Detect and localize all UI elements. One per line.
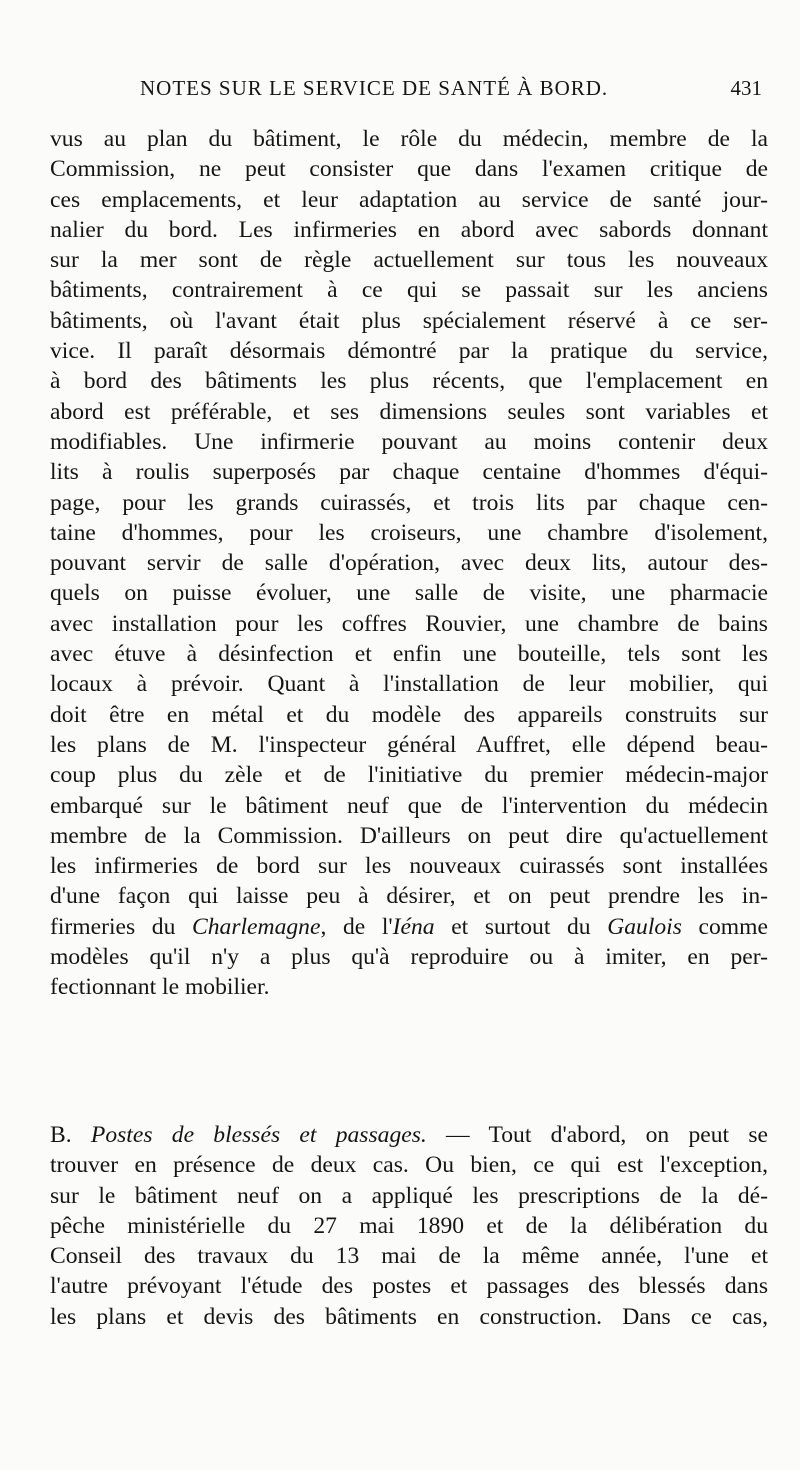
text-fragment: et surtout du [434, 913, 608, 940]
paragraph-infirmeries [50, 124, 768, 1003]
page-number: 431 [730, 76, 762, 100]
text-line: coup plus du zèle et de l'initiative du premier médecin-major [50, 762, 768, 789]
text-line: les plans et devis des bâtiments en construction. Dans ce cas, [50, 1303, 768, 1330]
text-line: bâtiments, où l'avant était plus spécialement réservé à ce ser- [50, 307, 768, 334]
text-fragment: comme [681, 913, 768, 940]
text-line: page, pour les grands cuirassés, et trois lits par chaque cen- [50, 489, 768, 516]
text-line: taine d'hommes, pour les croiseurs, une chambre d'isolement, [50, 519, 768, 546]
text-line: avec étuve à désinfection et enfin une bouteille, tels sont les [50, 641, 768, 668]
text-line: bâtiments, contrairement à ce qui se passait sur les anciens [50, 277, 768, 304]
text-line: Conseil des travaux du 13 mai de la même année, l'une et [50, 1243, 768, 1270]
text-line: modèles qu'il n'y a plus qu'à reproduire ou à imiter, en per- [50, 944, 768, 971]
text-line: abord est préférable, et ses dimensions seules sont variables et [50, 398, 768, 425]
ship-name-gaulois: Gaulois [607, 913, 682, 940]
text-line: d'une façon qui laisse peu à désirer, et on peut prendre les in- [50, 883, 768, 910]
text-line-last: fectionnant le mobilier. [50, 974, 270, 1001]
text-line: l'autre prévoyant l'étude des postes et passages des blessés dans [50, 1273, 768, 1300]
text-line: membre de la Commission. D'ailleurs on peut dire qu'actuellement [50, 822, 768, 849]
text-fragment: firmeries du [50, 913, 192, 940]
text-line: les infirmeries de bord sur les nouveaux cuirassés sont installées [50, 853, 768, 880]
text-line: nalier du bord. Les infirmeries en abord avec sabords donnant [50, 216, 768, 243]
ship-name-charlemagne: Charlemagne [191, 913, 321, 940]
ship-name-iena: Iéna [392, 913, 435, 940]
text-line: quels on puisse évoluer, une salle de visite, une pharmacie [50, 580, 768, 607]
text-line: embarqué sur le bâtiment neuf que de l'intervention du médecin [50, 792, 768, 819]
text-line: à bord des bâtiments les plus récents, que l'emplacement en [50, 368, 768, 395]
text-line: Commission, ne peut consister que dans l'examen critique de [50, 156, 768, 183]
running-title: NOTES SUR LE SERVICE DE SANTÉ À BORD. [140, 76, 609, 100]
paragraph-postes-de-blesses [50, 1120, 768, 1332]
section-letter: B. [50, 1122, 91, 1148]
text-line: vus au plan du bâtiment, le rôle du médecin, membre de la [50, 126, 768, 152]
text-fragment: , de l' [320, 913, 393, 940]
text-line: doit être en métal et du modèle des appareils construits sur [50, 701, 768, 728]
text-line: locaux à prévoir. Quant à l'installation de leur mobilier, qui [50, 671, 768, 698]
text-line: vice. Il paraît désormais démontré par la pratique du service, [50, 338, 768, 365]
text-line: les plans de M. l'inspecteur général Auffret, elle dépend beau- [50, 731, 768, 758]
text-line: ces emplacements, et leur adaptation au service de santé jour- [50, 186, 768, 213]
section-title: Postes de blessés et passages. [90, 1122, 427, 1148]
text-line: pouvant servir de salle d'opération, avec deux lits, autour des- [50, 550, 768, 577]
text-line: sur la mer sont de règle actuellement sur tous les nouveaux [50, 247, 768, 274]
text-line: pêche ministérielle du 27 mai 1890 et de la délibération du [50, 1212, 768, 1239]
running-header [52, 76, 766, 116]
text-line: avec installation pour les coffres Rouvier, une chambre de bains [50, 610, 768, 637]
text-line: modifiables. Une infirmerie pouvant au moins contenir deux [50, 428, 768, 455]
text-fragment: — Tout d'abord, on peut se [426, 1122, 768, 1148]
text-line: sur le bâtiment neuf on a appliqué les prescriptions de la dé- [50, 1182, 768, 1209]
text-line-ship-names [50, 912, 768, 942]
section-heading-line [50, 1120, 768, 1150]
text-line: trouver en présence de deux cas. Ou bien, ce qui est l'exception, [50, 1152, 768, 1179]
text-line: lits à roulis superposés par chaque centaine d'hommes d'équi- [50, 459, 768, 486]
